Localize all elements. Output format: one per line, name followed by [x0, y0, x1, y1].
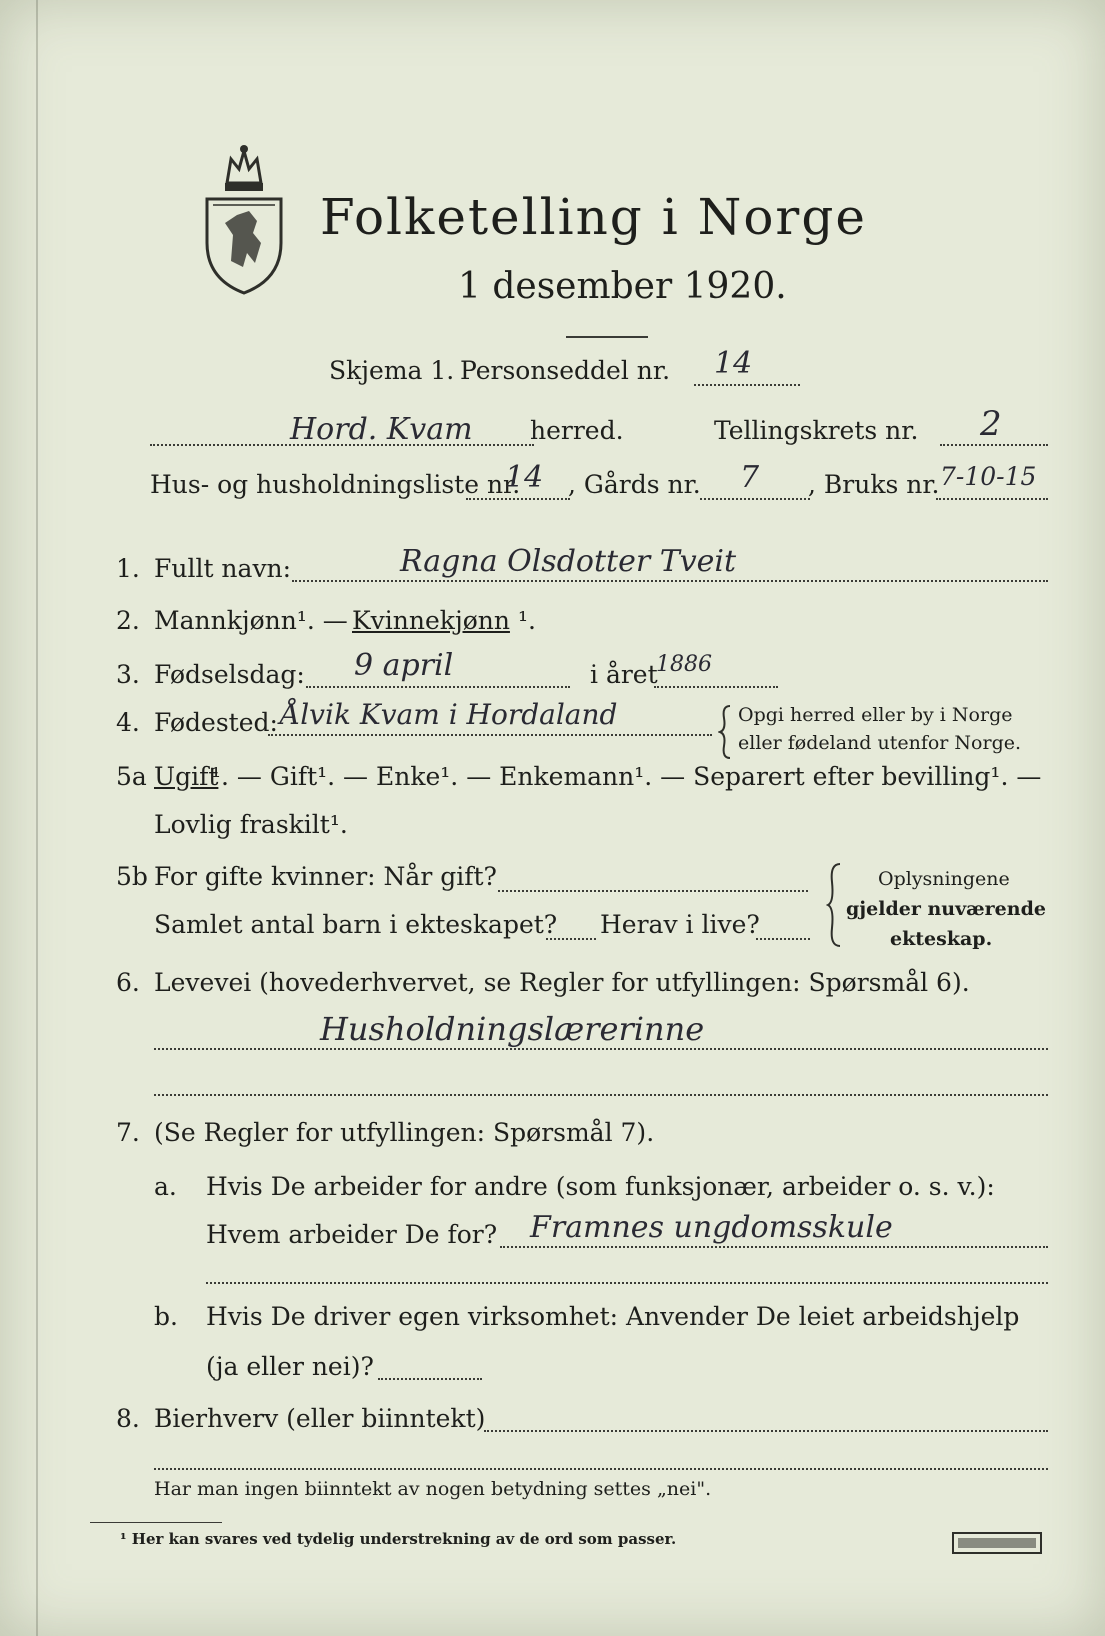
herred-label: herred.	[530, 416, 624, 445]
marriage-note-3: ekteskap.	[890, 928, 993, 950]
status-divorced-option[interactable]: Lovlig fraskilt¹.	[154, 810, 348, 839]
side-income-line-2	[154, 1468, 1048, 1470]
hus-value[interactable]: 14	[505, 460, 544, 495]
hus-label: Hus- og husholdningsliste nr.	[150, 470, 521, 499]
self-employed-question: Hvis De driver egen virksomhet: Anvender De leiet arbeidshjelp	[206, 1302, 1020, 1331]
hired-help-label: (ja eller nei)?	[206, 1352, 374, 1381]
status-unmarried-option[interactable]: Ugift	[154, 762, 219, 791]
birth-year-value[interactable]: 1886	[656, 652, 712, 677]
skjema-label: Skjema 1.	[329, 356, 455, 385]
birthplace-label: Fødested:	[154, 708, 278, 737]
personseddel-value[interactable]: 14	[714, 346, 753, 381]
hus-line	[466, 498, 570, 500]
personseddel-label: Personseddel nr.	[460, 356, 671, 385]
page-edge	[36, 0, 38, 1636]
occupation-label: Levevei (hovederhvervet, se Regler for utfyllingen: Spørsmål 6).	[154, 968, 970, 997]
personseddel-line	[694, 384, 800, 386]
birthday-line	[306, 686, 570, 688]
side-income-note: Har man ingen biinntekt av nogen betydning settes „nei".	[154, 1478, 712, 1500]
bruks-label: , Bruks nr.	[808, 470, 940, 499]
tellingskrets-value[interactable]: 2	[980, 404, 1002, 444]
gender-female-option[interactable]: Kvinnekjønn	[352, 606, 510, 635]
field-5a-number: 5a	[116, 762, 147, 791]
tellingskrets-label: Tellingskrets nr.	[714, 416, 919, 445]
footnote-rule	[90, 1522, 222, 1523]
field-7a-number: a.	[154, 1172, 177, 1201]
birthday-value[interactable]: 9 april	[354, 648, 454, 683]
children-alive-line	[756, 938, 810, 940]
full-name-line	[292, 580, 1048, 582]
occupation-line-2	[154, 1094, 1048, 1096]
birthplace-value[interactable]: Ålvik Kvam i Hordaland	[280, 698, 618, 731]
field-5b-number: 5b	[116, 862, 148, 891]
children-alive-label: Herav i live?	[600, 910, 760, 939]
brace-icon	[718, 704, 732, 760]
field-6-number: 6.	[116, 968, 140, 997]
gender-footnote-mark: ¹.	[518, 606, 536, 635]
footnote: ¹ Her kan svares ved tydelig understrekning av de ord som passer.	[120, 1530, 677, 1548]
form-title: Folketelling i Norge	[320, 188, 867, 246]
employer-line-2	[206, 1282, 1048, 1284]
marital-status-options[interactable]: ¹. — Gift¹. — Enke¹. — Enkemann¹. — Separert efter bevilling¹. —	[211, 762, 1042, 791]
birthday-label: Fødselsdag:	[154, 660, 305, 689]
field-2-number: 2.	[116, 606, 140, 635]
hired-help-line	[378, 1378, 482, 1380]
birth-year-line	[654, 686, 778, 688]
married-when-line	[498, 890, 808, 892]
field-7-label: (Se Regler for utfyllingen: Spørsmål 7).	[154, 1118, 655, 1147]
printer-stamp-icon	[952, 1532, 1042, 1554]
field-3-number: 3.	[116, 660, 140, 689]
gards-value[interactable]: 7	[740, 460, 760, 495]
side-income-line	[484, 1430, 1048, 1432]
field-8-number: 8.	[116, 1404, 140, 1433]
full-name-label: Fullt navn:	[154, 554, 292, 583]
children-count-label: Samlet antal barn i ekteskapet?	[154, 910, 558, 939]
gards-label: , Gårds nr.	[568, 470, 701, 499]
herred-value[interactable]: Hord. Kvam	[290, 412, 473, 447]
herred-line	[150, 444, 534, 446]
field-7-number: 7.	[116, 1118, 140, 1147]
employed-question: Hvis De arbeider for andre (som funksjonær, arbeider o. s. v.):	[206, 1172, 995, 1201]
birthplace-note-2: eller fødeland utenfor Norge.	[738, 732, 1022, 754]
birth-year-label: i året	[590, 660, 658, 689]
gender-male-option[interactable]: Mannkjønn¹. —	[154, 606, 348, 635]
married-when-label: For gifte kvinner: Når gift?	[154, 862, 497, 891]
children-count-line	[546, 938, 596, 940]
coat-of-arms-icon	[203, 143, 285, 295]
marriage-note-1: Oplysningene	[878, 868, 1010, 890]
form-date: 1 desember 1920.	[458, 266, 787, 307]
field-7b-number: b.	[154, 1302, 178, 1331]
birthplace-line	[268, 734, 712, 736]
occupation-value[interactable]: Husholdningslærerinne	[320, 1010, 705, 1048]
field-4-number: 4.	[116, 708, 140, 737]
bruks-value[interactable]: 7-10-15	[940, 462, 1037, 491]
occupation-line-1	[154, 1048, 1048, 1050]
marriage-note-2: gjelder nuværende	[846, 898, 1046, 920]
birthplace-note-1: Opgi herred eller by i Norge	[738, 704, 1013, 726]
employer-line	[500, 1246, 1048, 1248]
full-name-value[interactable]: Ragna Olsdotter Tveit	[400, 544, 737, 579]
field-1-number: 1.	[116, 554, 140, 583]
employer-label: Hvem arbeider De for?	[206, 1220, 498, 1249]
gards-line	[700, 498, 810, 500]
title-rule	[566, 336, 648, 338]
brace-icon	[826, 862, 842, 948]
employer-value[interactable]: Framnes ungdomsskule	[530, 1210, 893, 1245]
side-income-label: Bierhverv (eller biinntekt)	[154, 1404, 486, 1433]
bruks-line	[936, 498, 1048, 500]
tellingskrets-line	[940, 444, 1048, 446]
